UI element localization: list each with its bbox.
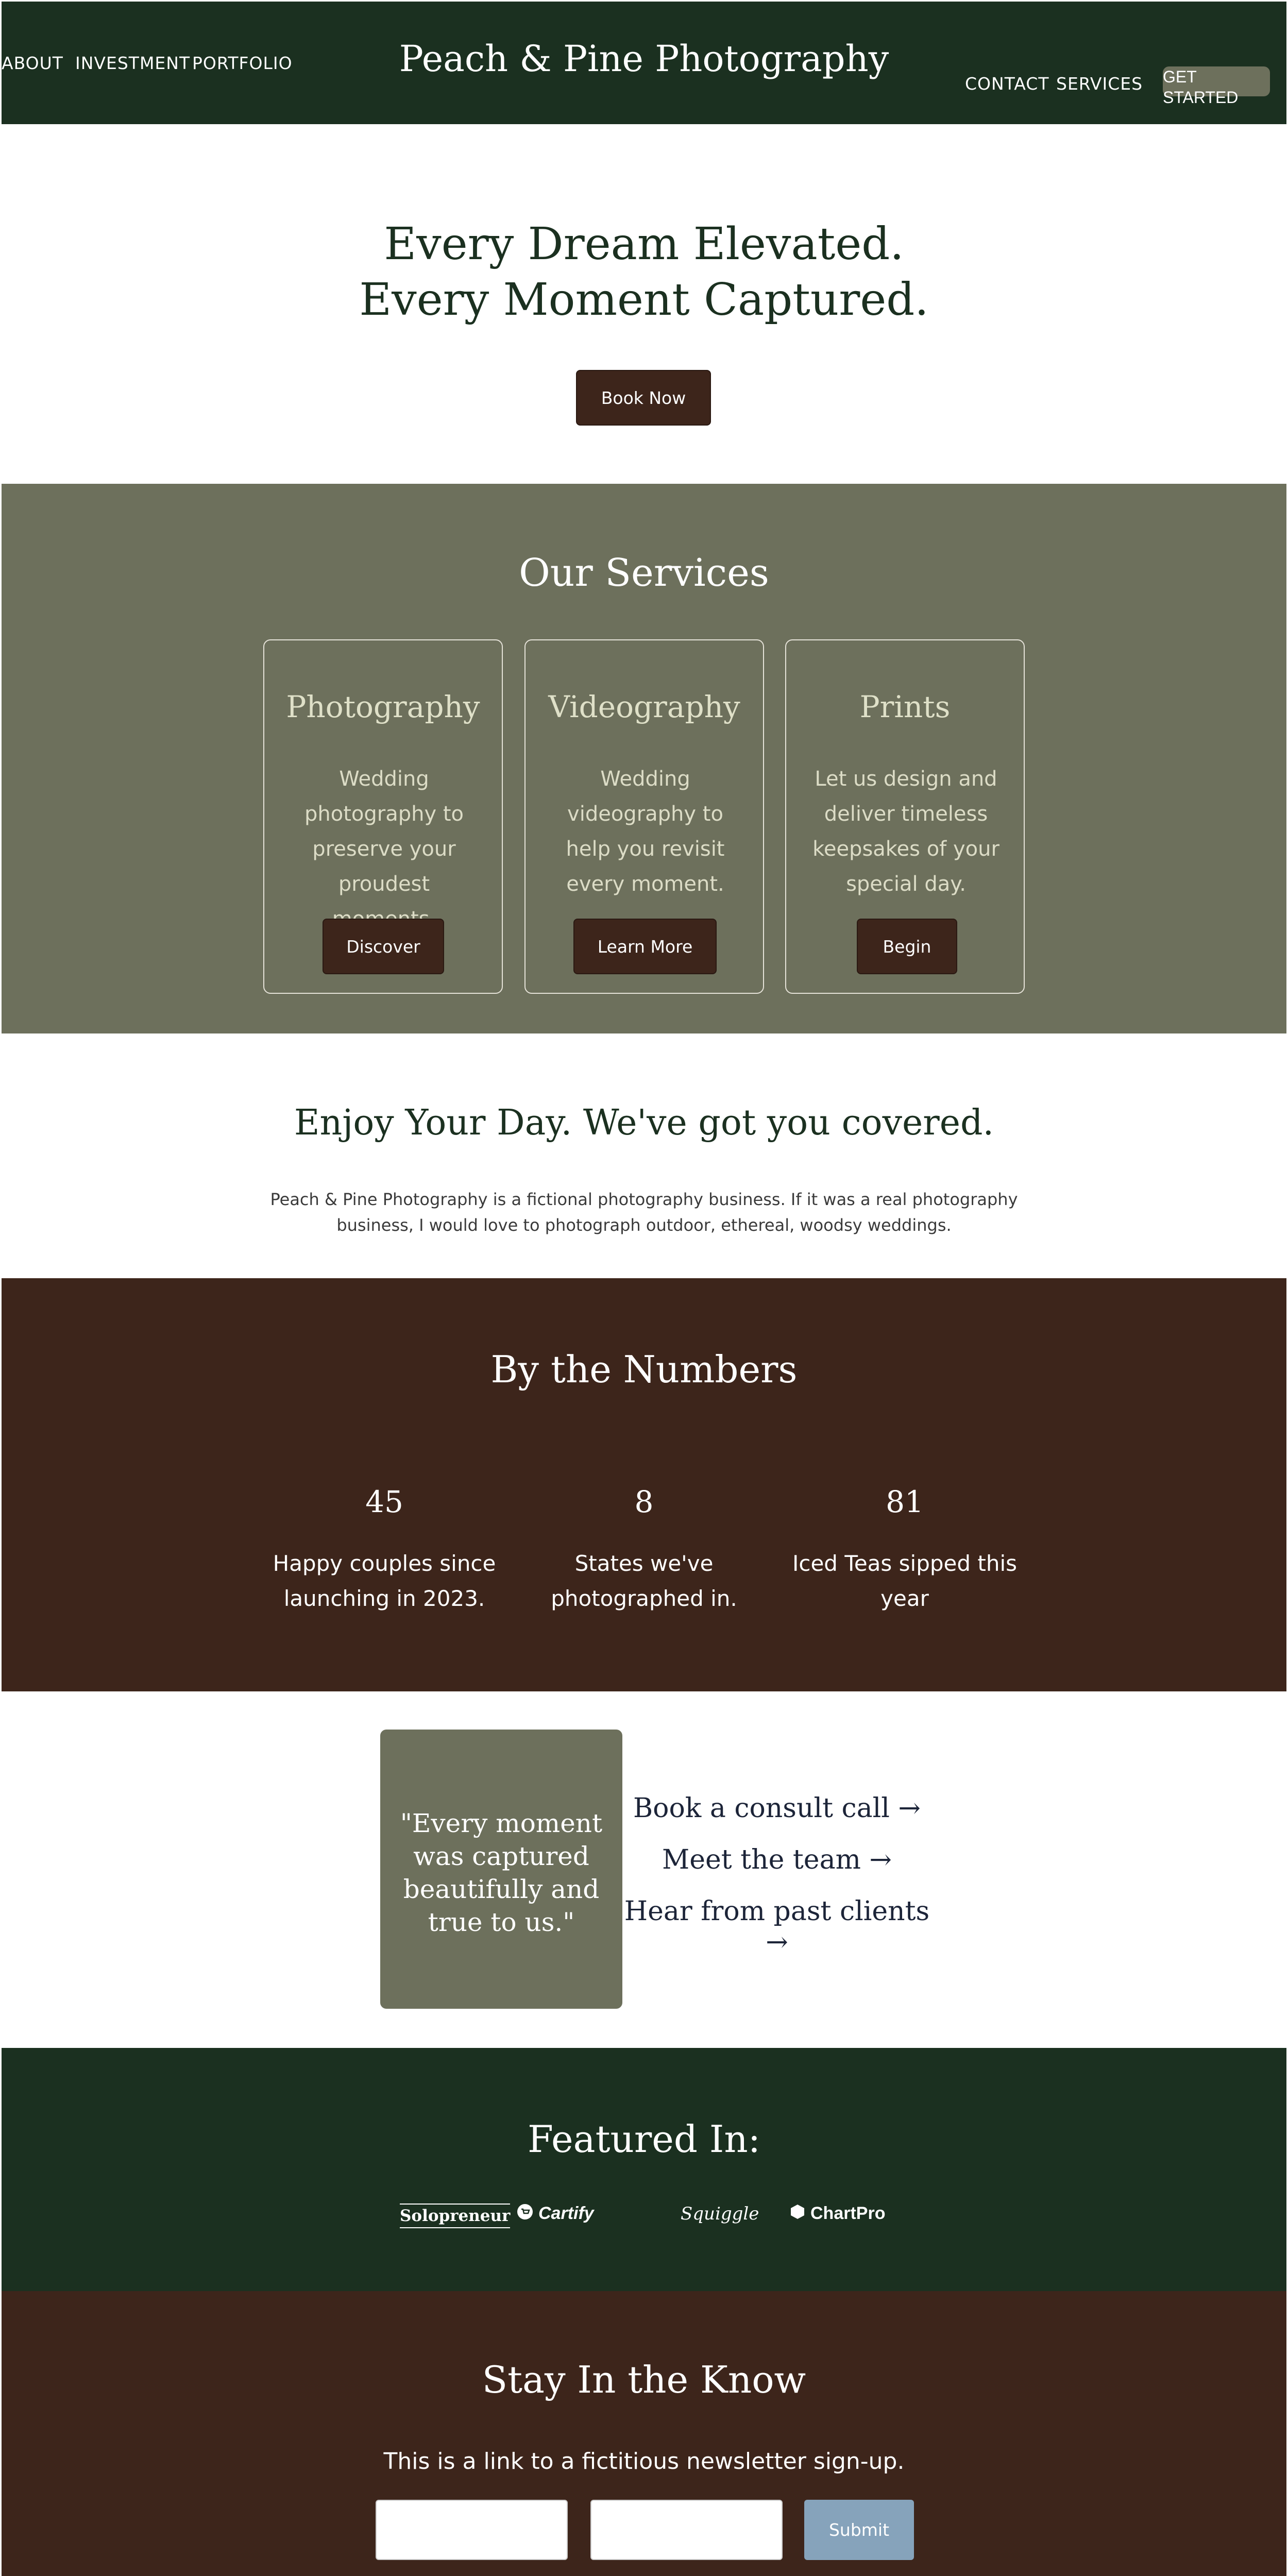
- hero-line-2: Every Moment Captured.: [359, 274, 929, 326]
- services-title: Our Services: [519, 551, 769, 595]
- newsletter-text[interactable]: This is a link to a fictitious newsletter sign-up.: [383, 2448, 905, 2475]
- solopreneur-logo: Solopreneur: [400, 2204, 510, 2228]
- numbers-section: [2, 1278, 1286, 1691]
- book-consult-link[interactable]: Book a consult call →: [633, 1793, 921, 1824]
- begin-button[interactable]: Begin: [857, 919, 957, 974]
- nav-services[interactable]: SERVICES: [1056, 74, 1143, 94]
- learn-more-button[interactable]: Learn More: [573, 919, 717, 974]
- chartpro-logo: ChartPro: [810, 2204, 886, 2223]
- service-card-text: Let us design and deliver timeless keepsakes of your special day.: [812, 767, 999, 896]
- service-card-title: Videography: [548, 689, 740, 724]
- stat-label: Iced Teas sipped this year: [792, 1551, 1018, 1611]
- newsletter-input-second[interactable]: [590, 2500, 783, 2560]
- testimonial-quote: "Every moment was captured beautifully and true to us.": [400, 1808, 603, 1937]
- service-card-photography: [263, 639, 503, 994]
- service-card-text: Wedding videography to help you revisit every moment.: [566, 767, 725, 896]
- numbers-title: By the Numbers: [490, 1348, 798, 1391]
- nav-portfolio[interactable]: PORTFOLIO: [192, 53, 293, 73]
- hero-title: [0, 216, 1288, 328]
- enjoy-title: Enjoy Your Day. We've got you covered.: [294, 1103, 994, 1143]
- service-card-title: Prints: [859, 689, 951, 724]
- meet-team-link[interactable]: Meet the team →: [662, 1844, 892, 1875]
- site-header: [2, 2, 1286, 124]
- service-card-prints: [785, 639, 1025, 994]
- stat-value: 8: [634, 1484, 654, 1519]
- submit-button[interactable]: Submit: [804, 2500, 914, 2560]
- stat-label: Happy couples since launching in 2023.: [273, 1551, 496, 1611]
- featured-title: Featured In:: [528, 2117, 760, 2161]
- service-card-title: Photography: [286, 689, 480, 724]
- testimonial-card: [380, 1730, 622, 2009]
- book-now-button[interactable]: Book Now: [576, 370, 711, 426]
- cartify-icon: [517, 2204, 533, 2225]
- get-started-button[interactable]: GET STARTED: [1163, 66, 1270, 96]
- squiggle-logo: Squiggle: [681, 2204, 759, 2224]
- stat-value: 81: [886, 1484, 924, 1519]
- newsletter-section: [2, 2291, 1286, 2576]
- newsletter-title: Stay In the Know: [482, 2358, 806, 2401]
- hero-line-1: Every Dream Elevated.: [384, 218, 904, 270]
- chartpro-icon: [790, 2204, 805, 2225]
- site-title[interactable]: Peach & Pine Photography: [399, 38, 889, 80]
- enjoy-text: Peach & Pine Photography is a fictional photography business. If it was a real photography business, I would love to photograph outdoor, ethereal, woodsy weddings.: [270, 1190, 1018, 1235]
- stat-label: States we've photographed in.: [551, 1551, 737, 1611]
- stat-value: 45: [365, 1484, 403, 1519]
- discover-button[interactable]: Discover: [323, 919, 444, 974]
- service-card-videography: [524, 639, 764, 994]
- nav-investment[interactable]: INVESTMENT: [75, 53, 191, 73]
- cartify-logo: Cartify: [538, 2204, 594, 2223]
- featured-section: [2, 2048, 1286, 2291]
- service-card-text: Wedding photography to preserve your proudest: [304, 767, 464, 896]
- services-section: [2, 484, 1286, 1033]
- newsletter-input-first[interactable]: [376, 2500, 568, 2560]
- past-clients-link[interactable]: Hear from past clients →: [624, 1896, 930, 1958]
- nav-contact[interactable]: CONTACT: [965, 74, 1049, 94]
- nav-about[interactable]: ABOUT: [2, 53, 63, 73]
